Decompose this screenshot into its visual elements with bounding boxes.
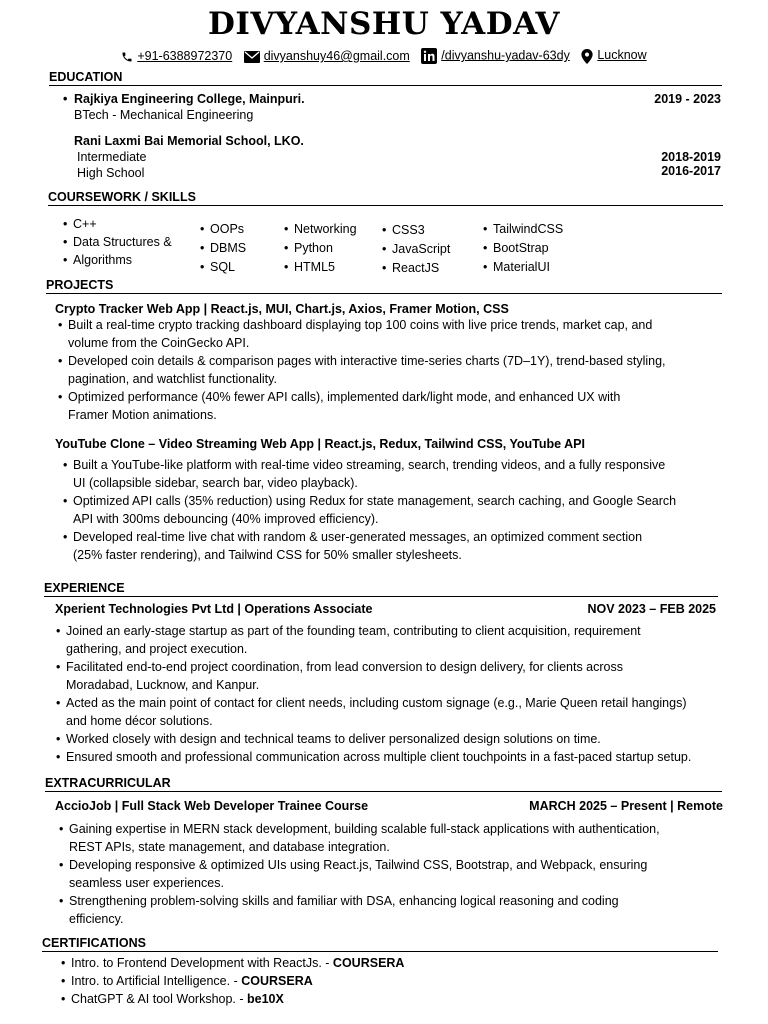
skills-col-1 [73,215,172,269]
list-item: • Worked closely with design and technical teams to deliver personalized design solutions on time. [66,730,691,748]
line: Moradabad, Lucknow, and Kanpur. [66,678,260,692]
list-item [68,316,666,352]
cert-org: COURSERA [241,974,313,988]
intermediate-years: 2018-2019 [661,150,721,164]
line: Strengthening problem-solving skills and familiar with DSA, enhancing logical reasoning and coding [69,894,619,908]
phone-link[interactable]: +91-6388972370 [137,49,233,63]
cert-text: Intro. to Artificial Intelligence. - [71,974,242,988]
line: Developing responsive & optimized UIs using React.js, Tailwind CSS, Bootstrap, and Webpack, ensuring [69,858,648,872]
resume-name: DIVYANSHU YADAV [208,6,560,42]
degree: BTech - Mechanical Engineering [74,108,254,122]
list-item [68,388,666,424]
project-1-title: Crypto Tracker Web App | React.js, MUI, Chart.js, Axios, Framer Motion, CSS [55,302,509,316]
experience-bullets [66,622,691,766]
certifications-list [71,954,404,1008]
skills-col-3 [294,220,357,277]
location-item[interactable] [581,48,646,63]
list-item [69,856,660,892]
project-2-title: YouTube Clone – Video Streaming Web App | React.js, Redux, Tailwind CSS, YouTube API [55,437,585,451]
list-item [69,892,660,928]
list-item [73,492,676,528]
line: Built a real-time crypto tracking dashboard displaying top 100 coins with live price trends, market cap, and [68,318,653,332]
cert-text: ChatGPT & AI tool Workshop. - [71,992,248,1006]
phone-item[interactable] [121,49,232,63]
line: (25% faster rendering), and Tailwind CSS for 50% smaller stylesheets. [73,548,462,562]
list-item [68,352,666,388]
high-school-years: 2016-2017 [661,164,721,178]
line: Joined an early-stage startup as part of the founding team, contributing to client acquisition, requirement [66,624,641,638]
experience-heading: EXPERIENCE [44,581,718,597]
location-link[interactable]: Lucknow [597,48,647,63]
extracurricular-dates: MARCH 2025 – Present | Remote [529,799,723,813]
extracurricular-bullets [69,820,660,928]
line: Gaining expertise in MERN stack development, building scalable full-stack applications with authentication, [69,822,660,836]
skill-item: • TailwindCSS [493,220,563,239]
linkedin-item[interactable] [421,48,570,64]
contact-bar [0,48,768,64]
skill-item: • ReactJS [392,259,450,278]
list-item: • Ensured smooth and professional communication across multiple client touchpoints in a fast-paced startup setup. [66,748,691,766]
list-item [69,820,660,856]
list-item [66,658,691,694]
certification-item [71,990,404,1008]
skill-item: • BootStrap [493,239,563,258]
linkedin-link[interactable]: /divyanshu-yadav-63dy [441,48,570,63]
line: REST APIs, state management, and database integration. [69,840,390,854]
skill-item: • CSS3 [392,221,450,240]
certification-item [71,954,404,972]
line: API with 300ms debouncing (40% improved efficiency). [73,512,379,526]
line: pagination, and watchlist functionality. [68,372,277,386]
line: volume from the CoinGecko API. [68,336,250,350]
cert-org: COURSERA [332,956,405,970]
college-name: • Rajkiya Engineering College, Mainpuri. [74,92,305,106]
experience-role: Xperient Technologies Pvt Ltd | Operations Associate [55,602,373,616]
line: and home décor solutions. [66,714,213,728]
line: Framer Motion animations. [68,408,217,422]
line: UI (collapsible sidebar, search bar, video playback). [73,476,358,490]
line: Facilitated end-to-end project coordination, from lead conversion to design delivery, for clients across [66,660,623,674]
line: Optimized performance (40% fewer API calls), implemented dark/light mode, and enhanced UX with [68,390,621,404]
projects-heading: PROJECTS [46,278,722,294]
cert-text: Intro. to Frontend Development with ReactJs. - [71,956,333,970]
cert-org: be10X [247,992,284,1006]
line: gathering, and project execution. [66,642,248,656]
skill-item-cont-text: Algorithms [73,253,133,267]
skill-item-cont [73,251,172,269]
line: efficiency. [69,912,124,926]
list-item [73,456,676,492]
email-item[interactable] [244,49,410,63]
location-pin-icon [581,49,593,64]
skill-item: • Python [294,239,357,258]
skill-item: • OOPs [210,220,246,239]
certification-item [71,972,404,990]
skill-item: • C++ [73,215,172,233]
project-1-bullets [68,316,666,424]
linkedin-icon [421,48,437,64]
project-2-bullets [73,456,676,564]
skills-col-5 [493,220,563,277]
experience-dates: NOV 2023 – FEB 2025 [587,602,716,616]
line: Optimized API calls (35% reduction) using Redux for state management, search caching, and Google Search [73,494,677,508]
skills-heading: COURSEWORK / SKILLS [48,190,723,206]
line: Developed real-time live chat with random & user-generated messages, an optimized comment section [73,530,643,544]
skill-item: • HTML5 [294,258,357,277]
extracurricular-role: AccioJob | Full Stack Web Developer Trainee Course [55,799,369,813]
skills-col-2 [210,220,246,277]
skill-item: • SQL [210,258,246,277]
high-school-label: High School [77,166,145,180]
email-link[interactable]: divyanshuy46@gmail.com [263,49,410,63]
extracurricular-heading: EXTRACURRICULAR [45,776,722,792]
skill-item: • MaterialUI [493,258,563,277]
skill-item: • Networking [294,220,357,239]
line: Built a YouTube-like platform with real-time video streaming, search, trending videos, and a fully responsive [73,458,666,472]
email-icon [244,51,260,63]
certifications-heading: CERTIFICATIONS [42,936,718,952]
intermediate-label: Intermediate [77,150,147,164]
school-name: Rani Laxmi Bai Memorial School, LKO. [74,134,304,148]
list-item [73,528,676,564]
phone-icon [121,51,133,63]
line: seamless user experiences. [69,876,224,890]
list-item [66,622,691,658]
skills-col-4 [392,221,450,278]
line: Developed coin details & comparison pages with interactive time-series charts (7D–1Y), trend-based styling, [68,354,666,368]
skill-item: • JavaScript [392,240,450,259]
skill-item: • Data Structures & [73,233,172,251]
skill-item: • DBMS [210,239,246,258]
education-heading: EDUCATION [49,70,722,86]
list-item [66,694,691,730]
college-years: 2019 - 2023 [654,92,721,106]
line: Acted as the main point of contact for client needs, including custom signage (e.g., Marie Queen retail hangings) [66,696,687,710]
